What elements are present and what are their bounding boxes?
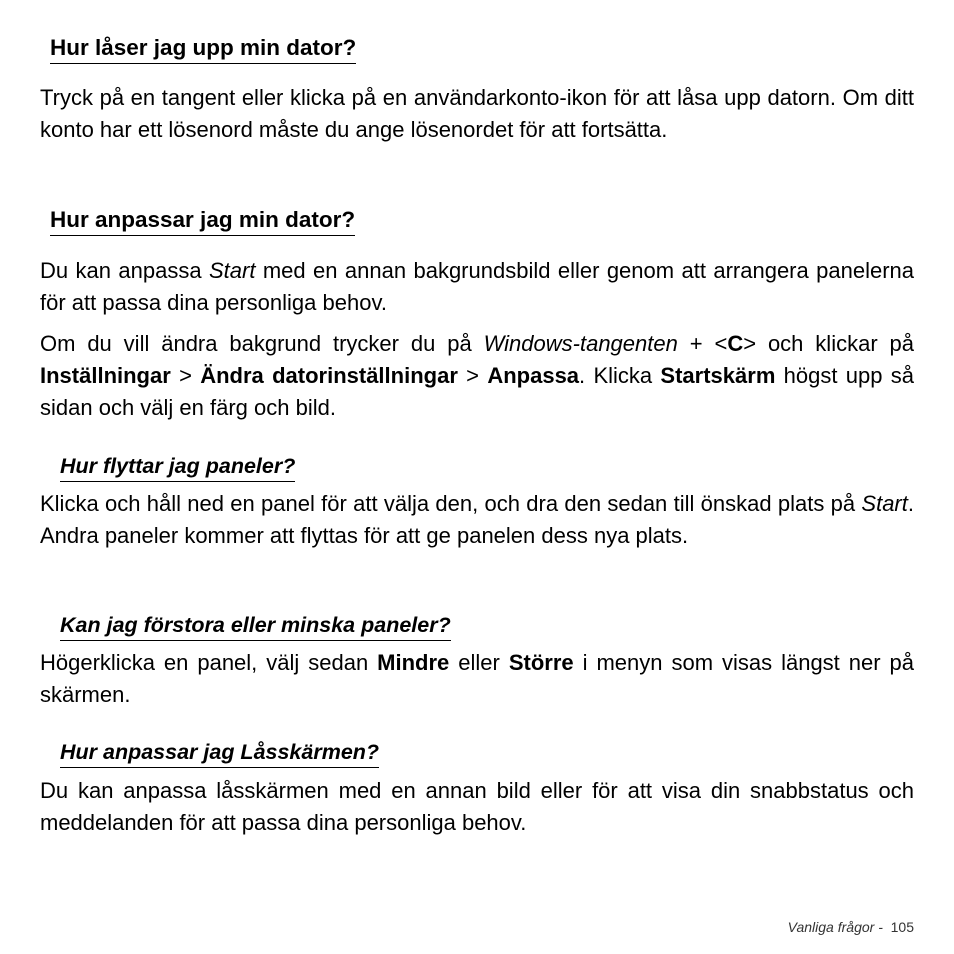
subheading-lock-screen: Hur anpassar jag Låsskärmen? bbox=[60, 742, 379, 768]
subheading-move-tiles: Hur flyttar jag paneler? bbox=[60, 456, 295, 482]
subheading-resize-tiles: Kan jag förstora eller minska paneler? bbox=[60, 615, 451, 641]
page-number: 105 bbox=[890, 919, 914, 935]
paragraph-customize-start: Du kan anpassa Start med en annan bakgrundsbild eller genom att arrangera panelerna för att passa dina personliga behov. bbox=[40, 258, 914, 315]
page-footer bbox=[788, 919, 914, 935]
paragraph-lock-screen: Du kan anpassa låsskärmen med en annan bild eller för att visa din snabbstatus och meddelanden för att passa dina personliga behov. bbox=[40, 778, 914, 835]
paragraph-move-tiles: Klicka och håll ned en panel för att välja den, och dra den sedan till önskad plats på Start. Andra paneler kommer att flyttas för att ge panelen dess nya plats. bbox=[40, 491, 914, 548]
paragraph-unlock: Tryck på en tangent eller klicka på en användarkonto-ikon för att låsa upp datorn. Om ditt konto har ett lösenord måste du ange lösenordet för att fortsätta. bbox=[40, 85, 914, 142]
heading-unlock-computer: Hur låser jag upp min dator? bbox=[50, 37, 356, 64]
paragraph-resize-tiles: Högerklicka en panel, välj sedan Mindre eller Större i menyn som visas längst ner på skärmen. bbox=[40, 650, 915, 707]
paragraph-change-background: Om du vill ändra bakgrund trycker du på Windows-tangenten + <C> och klickar på Inställningar > Ändra datorinställningar > Anpassa. Klicka Startskärm högst upp så sidan och välj en färg och bild. bbox=[40, 331, 914, 420]
heading-customize-computer: Hur anpassar jag min dator? bbox=[50, 209, 355, 236]
footer-label: Vanliga frågor - bbox=[787, 919, 891, 935]
